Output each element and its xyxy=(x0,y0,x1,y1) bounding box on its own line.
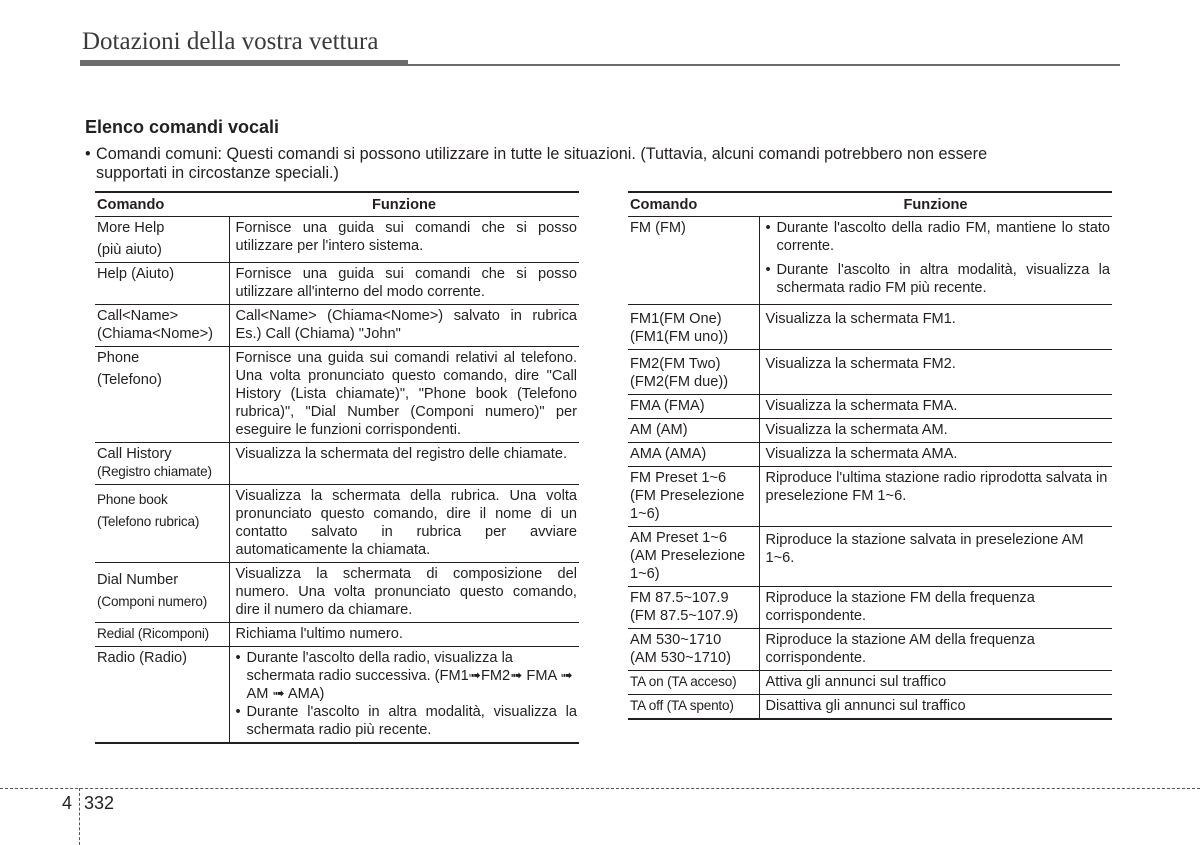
command-cell xyxy=(628,587,759,629)
function-cell: Visualizza la schermata FMA. xyxy=(759,395,1112,419)
column-header-command: Comando xyxy=(628,192,759,217)
bullet-item xyxy=(766,261,1111,297)
command-name: Phone book xyxy=(97,492,168,507)
table-row xyxy=(628,527,1112,587)
table-row xyxy=(628,395,1112,419)
command-cell xyxy=(95,347,229,443)
command-cell xyxy=(95,485,229,563)
function-cell: Riproduce la stazione salvata in preselezione AM 1~6. xyxy=(759,527,1112,587)
intro-paragraph xyxy=(85,145,1125,183)
bullet-icon: • xyxy=(765,262,771,278)
function-cell: Fornisce una guida sui comandi che si posso utilizzare per l'intero sistema. xyxy=(229,217,579,263)
table-row xyxy=(628,695,1112,720)
voice-commands-table-left xyxy=(95,191,579,744)
command-cell: TA off (TA spento) xyxy=(628,695,759,720)
command-cell xyxy=(628,350,759,395)
intro-line-2: supportati in circostanze speciali.) xyxy=(96,164,339,182)
function-cell: Visualizza la schermata di composizione del numero. Una volta pronunciato questo comando, dire il numero da chiamare. xyxy=(229,563,579,623)
bullet-text: Durante l'ascolto in altra modalità, visualizza la schermata radio FM più recente. xyxy=(776,262,1110,296)
command-cell xyxy=(95,443,229,485)
table-row xyxy=(628,419,1112,443)
header-rule xyxy=(80,64,1120,66)
command-name: FM1(FM One) xyxy=(630,311,722,327)
command-cell xyxy=(628,467,759,527)
bullet-item xyxy=(236,649,578,703)
function-cell: Visualizza la schermata AMA. xyxy=(759,443,1112,467)
command-cell xyxy=(95,563,229,623)
command-cell: AMA (AMA) xyxy=(628,443,759,467)
bullet-icon: • xyxy=(235,650,241,666)
command-name: More Help xyxy=(97,220,165,236)
command-translation: (AM 530~1710) xyxy=(630,650,732,666)
function-cell: Call<Name> (Chiama<Nome>) salvato in rubrica Es.) Call (Chiama) "John" xyxy=(229,305,579,347)
command-translation: (FM Preselezione 1~6) xyxy=(630,488,745,522)
command-name: AM Preset 1~6 xyxy=(630,530,727,546)
command-translation: (FM1(FM uno)) xyxy=(630,329,729,345)
table-header-row xyxy=(628,192,1112,217)
function-cell: Visualizza la schermata del registro delle chiamate. xyxy=(229,443,579,485)
table-row xyxy=(95,305,579,347)
command-name: Call History xyxy=(97,446,172,462)
intro-line-1: Comandi comuni: Questi comandi si possono utilizzare in tutte le situazioni. (Tuttavia, alcuni comandi potrebbero non essere xyxy=(96,145,988,163)
bullet-item xyxy=(766,219,1111,255)
table-row xyxy=(628,671,1112,695)
section-title: Elenco comandi vocali xyxy=(85,117,280,137)
command-translation: (più aiuto) xyxy=(97,242,162,258)
command-translation: (FM2(FM due)) xyxy=(630,374,729,390)
command-name: Phone xyxy=(97,350,140,366)
table-row xyxy=(628,305,1112,350)
table-row xyxy=(628,443,1112,467)
function-cell: Visualizza la schermata AM. xyxy=(759,419,1112,443)
table-row xyxy=(95,263,579,305)
column-header-function: Funzione xyxy=(759,192,1112,217)
table-row xyxy=(95,443,579,485)
command-name: AM 530~1710 xyxy=(630,632,722,648)
table-header-row xyxy=(95,192,579,217)
table-row xyxy=(95,217,579,263)
command-translation: (FM 87.5~107.9) xyxy=(630,608,739,624)
function-cell: Attiva gli annunci sul traffico xyxy=(759,671,1112,695)
table-row xyxy=(628,217,1112,305)
command-translation: (AM Preselezione 1~6) xyxy=(630,548,746,582)
command-cell xyxy=(628,527,759,587)
table-row xyxy=(95,485,579,563)
function-cell: Riproduce l'ultima stazione radio riprodotta salvata in preselezione FM 1~6. xyxy=(759,467,1112,527)
footer-dashed-rule xyxy=(0,788,1200,789)
column-header-function: Funzione xyxy=(229,192,579,217)
command-cell xyxy=(95,305,229,347)
bullet-icon: • xyxy=(765,220,771,236)
command-name: Call<Name> xyxy=(97,308,179,324)
table-row xyxy=(628,467,1112,527)
function-cell xyxy=(229,647,579,744)
table-row xyxy=(95,623,579,647)
function-cell: Fornisce una guida sui comandi che si posso utilizzare all'interno del modo corrente. xyxy=(229,263,579,305)
command-translation: (Chiama<Nome>) xyxy=(97,326,213,342)
command-cell xyxy=(628,305,759,350)
column-header-command: Comando xyxy=(95,192,229,217)
chapter-number: 4 xyxy=(62,793,73,813)
command-translation: (Componi numero) xyxy=(97,594,208,609)
function-cell: Disattiva gli annunci sul traffico xyxy=(759,695,1112,720)
command-cell: FM (FM) xyxy=(628,217,759,305)
command-cell: FMA (FMA) xyxy=(628,395,759,419)
page-number xyxy=(62,793,114,814)
table-row xyxy=(628,350,1112,395)
command-name: FM 87.5~107.9 xyxy=(630,590,729,606)
command-name: Dial Number xyxy=(97,572,179,588)
bullet-text: Durante l'ascolto della radio, visualizza la schermata radio successiva. (FM1➟FM2➟ FMA ➟ AM ➟ AMA) xyxy=(246,650,573,702)
bullet-item xyxy=(236,703,578,739)
table-row xyxy=(95,563,579,623)
bullet-icon: • xyxy=(85,145,91,163)
function-cell: Riproduce la stazione FM della frequenza corrispondente. xyxy=(759,587,1112,629)
function-cell: Visualizza la schermata della rubrica. Una volta pronunciato questo comando, dire il nome di un contatto salvato in rubrica per avviare automaticamente la chiamata. xyxy=(229,485,579,563)
command-translation: (Telefono) xyxy=(97,372,162,388)
command-cell: AM (AM) xyxy=(628,419,759,443)
table-row xyxy=(628,629,1112,671)
command-cell xyxy=(95,217,229,263)
function-cell: Visualizza la schermata FM2. xyxy=(759,350,1112,395)
command-cell xyxy=(628,629,759,671)
function-cell: Fornisce una guida sui comandi relativi al telefono. Una volta pronunciato questo comando, dire "Call History (Lista chiamate)", "Phone book (Telefono rubrica)", "Dial Number (Componi numero)" per eseguire le funzioni corrispondenti. xyxy=(229,347,579,443)
page-header-title: Dotazioni della vostra vettura xyxy=(82,28,379,55)
command-cell: Help (Aiuto) xyxy=(95,263,229,305)
function-cell: Riproduce la stazione AM della frequenza corrispondente. xyxy=(759,629,1112,671)
voice-commands-table-right xyxy=(628,191,1112,720)
function-cell xyxy=(759,217,1112,305)
table-row xyxy=(628,587,1112,629)
table-row xyxy=(95,647,579,744)
command-translation: (Registro chiamate) xyxy=(97,464,212,479)
page-number-value: 332 xyxy=(84,793,115,813)
bullet-icon: • xyxy=(235,704,241,720)
command-cell: Radio (Radio) xyxy=(95,647,229,744)
bullet-text: Durante l'ascolto in altra modalità, visualizza la schermata radio più recente. xyxy=(246,704,577,738)
command-name: FM2(FM Two) xyxy=(630,356,721,372)
command-cell: TA on (TA acceso) xyxy=(628,671,759,695)
command-translation: (Telefono rubrica) xyxy=(97,514,200,529)
command-cell: Redial (Ricomponi) xyxy=(95,623,229,647)
table-row xyxy=(95,347,579,443)
function-cell: Visualizza la schermata FM1. xyxy=(759,305,1112,350)
function-cell: Richiama l'ultimo numero. xyxy=(229,623,579,647)
bullet-text: Durante l'ascolto della radio FM, mantiene lo stato corrente. xyxy=(776,220,1110,254)
command-name: FM Preset 1~6 xyxy=(630,470,727,486)
